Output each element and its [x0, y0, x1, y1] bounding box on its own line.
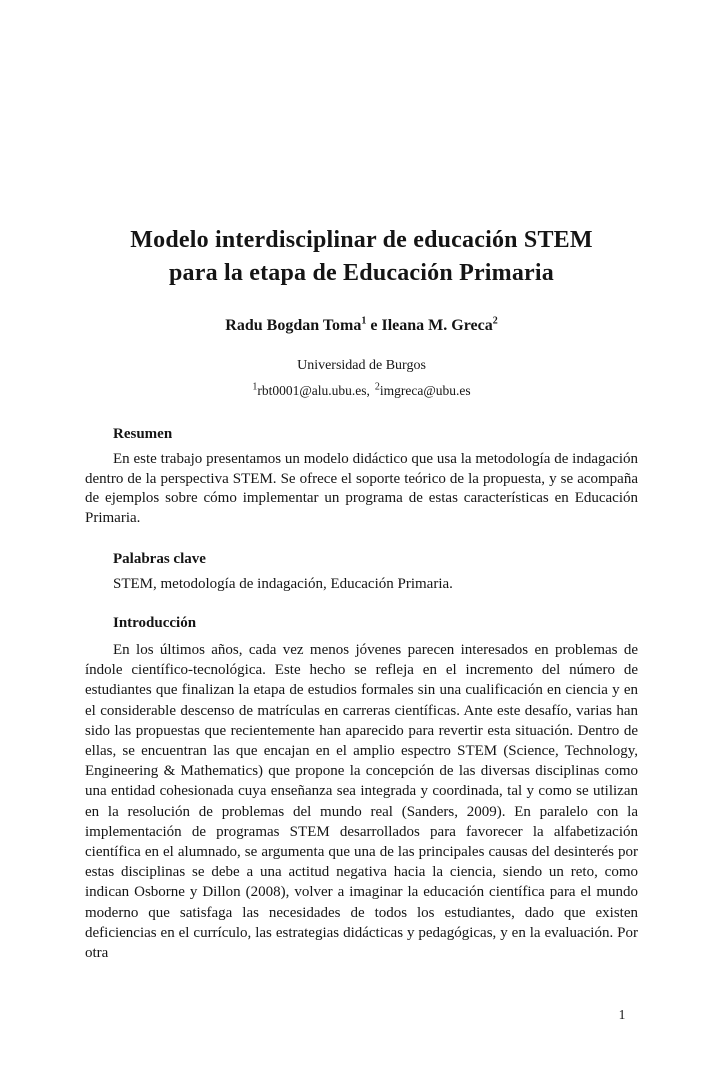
author-line: [85, 317, 638, 335]
email-2-mark: 2: [374, 381, 380, 393]
section-body-palabras-clave: STEM, metodología de indagación, Educación Primaria.: [113, 576, 453, 593]
contact-emails-line: [85, 383, 638, 399]
section-heading-palabras-clave: Palabras clave: [113, 551, 206, 568]
page-number: 1: [618, 1007, 626, 1022]
author-1-name: Radu Bogdan Toma: [225, 317, 362, 334]
email-1: rbt0001@alu.ubu.es: [257, 383, 367, 398]
author-2-affiliation-mark: 2: [492, 315, 498, 327]
paper-title: [85, 0, 638, 290]
affiliation: Universidad de Burgos: [297, 358, 426, 373]
author-1-affiliation-mark: 1: [361, 315, 367, 327]
author-2-name: Ileana M. Greca: [381, 317, 493, 334]
section-body-resumen: En este trabajo presentamos un modelo didáctico que usa la metodología de indagación dentro de la perspectiva STEM. Se ofrece el soporte teórico de la propuesta, y se acompaña de ejemplos sobre cómo implementar un programa de estas características en Educación Primaria.: [85, 451, 638, 526]
email-separator: ,: [366, 383, 370, 398]
paper-title-line-1: Modelo interdisciplinar de educación STEM: [130, 227, 593, 253]
section-heading-resumen: Resumen: [113, 426, 173, 442]
author-connector: e: [370, 317, 378, 334]
page-content: [85, 0, 638, 963]
email-2: imgreca@ubu.es: [379, 383, 471, 398]
section-heading-introduccion: Introducción: [113, 614, 197, 631]
email-1-mark: 1: [252, 381, 258, 393]
paper-title-line-2: para la etapa de Educación Primaria: [169, 260, 554, 286]
section-body-introduccion: En los últimos años, cada vez menos jóvenes parecen interesados en problemas de índole científico-tecnológica. Este hecho se refleja en el incremento del número de estudiantes que finalizan la etapa de estudios formales sin una cualificación en ciencia y en el considerable descenso de matrículas en carreras científicas. Ante este desafío, varias han sido las propuestas que recientemente han aparecido para revertir esta situación. Dentro de ellas, se encuentran las que encajan en el amplio espectro STEM (Science, Technology, Engineering & Mathematics) que propone la concepción de las diversas disciplinas como una entidad cohesionada cuya enseñanza sea integrada y coordinada, tal y como se utilizan en la resolución de problemas del mundo real (Sanders, 2009). En paralelo con la implementación de programas STEM desarrollados para favorecer la alfabetización científica en el alumnado, se argumenta que una de las principales causas del desinterés por estas disciplinas se debe a una actitud negativa hacia la ciencia, siendo un reto, como indican Osborne y Dillon (2008), volver a imaginar la educación científica para el mundo moderno que satisfaga las necesidades de todos los estudiantes, dado que existen deficiencias en el currículo, las estrategias didácticas y pedagógicas, y en la evaluación. Por otra: [85, 641, 638, 962]
